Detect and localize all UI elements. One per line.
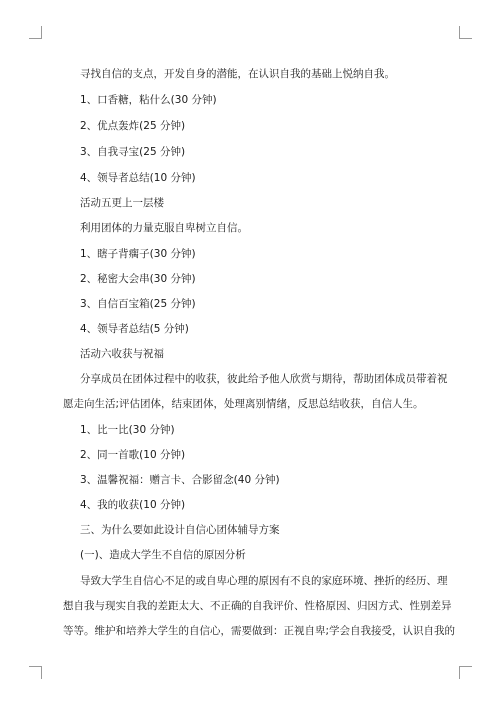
subsection-heading: (一)、造成大学生不自信的原因分析 xyxy=(80,549,246,561)
list-item: 4、我的收获(10 分钟) xyxy=(80,499,186,511)
paragraph: 利用团体的力量克服自卑树立自信。 xyxy=(80,222,248,234)
list-item: 1、比一比(30 分钟) xyxy=(80,424,175,436)
section-heading: 活动五更上一层楼 xyxy=(80,197,164,209)
list-item: 3、自信百宝箱(25 分钟) xyxy=(80,298,196,310)
list-item: 2、优点轰炸(25 分钟) xyxy=(80,120,186,132)
list-item: 4、领导者总结(5 分钟) xyxy=(80,323,189,335)
list-item: 1、口香糖，粘什么(30 分钟) xyxy=(80,94,217,106)
paragraph-continuation: 愿走向生活;评估团体，结束团体，处理离别情绪，反思总结收获，自信人生。 xyxy=(63,398,424,410)
paragraph-continuation: 想自我与现实自我的差距太大、不正确的自我评价、性格原因、归因方式、性别差异 xyxy=(63,600,452,612)
paragraph: 导致大学生自信心不足的或自卑心理的原因有不良的家庭环境、挫折的经历、理 xyxy=(80,575,448,587)
list-item: 3、自我寻宝(25 分钟) xyxy=(80,146,186,158)
paragraph: 寻找自信的支点，开发自身的潜能，在认识自我的基础上悦纳自我。 xyxy=(80,68,395,80)
list-item: 4、领导者总结(10 分钟) xyxy=(80,172,196,184)
paragraph: 分享成员在团体过程中的收获，彼此给予他人欣赏与期待，帮助团体成员带着祝 xyxy=(80,373,448,385)
list-item: 2、秘密大会串(30 分钟) xyxy=(80,273,196,285)
section-heading: 活动六收获与祝福 xyxy=(80,348,164,360)
list-item: 2、同一首歌(10 分钟) xyxy=(80,449,186,461)
list-item: 3、温馨祝福：赠言卡、合影留念(40 分钟) xyxy=(80,474,280,486)
section-heading: 三、为什么要如此设计自信心团体辅导方案 xyxy=(80,524,280,536)
list-item: 1、瞎子背瘸子(30 分钟) xyxy=(80,248,196,260)
paragraph-continuation: 等等。维护和培养大学生的自信心，需要做到：正视自卑;学会自我接受，认识自我的 xyxy=(63,625,456,637)
